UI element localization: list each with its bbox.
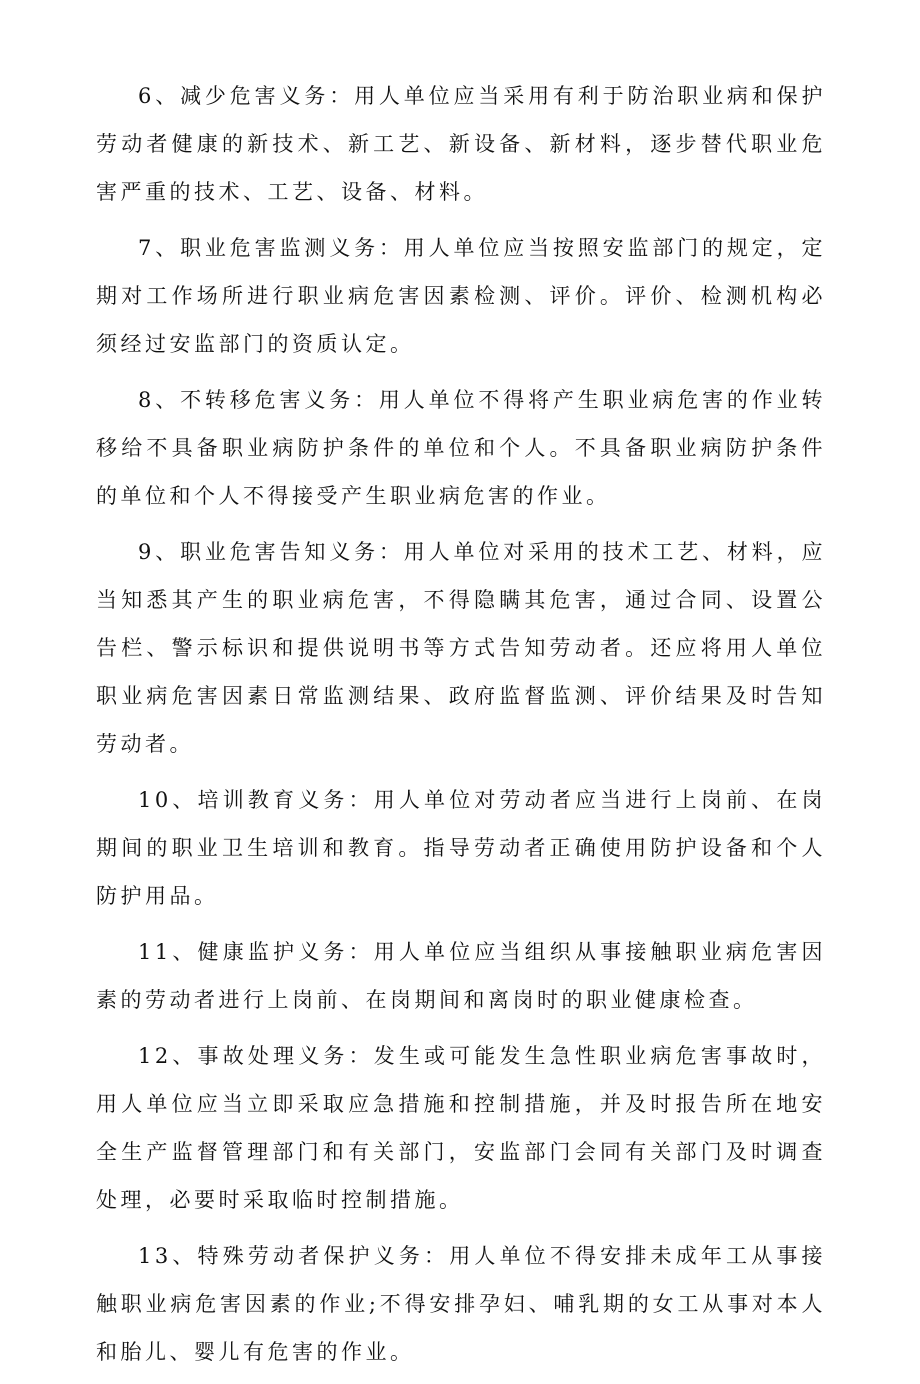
paragraph-13-special-protection: 13、特殊劳动者保护义务：用人单位不得安排未成年工从事接触职业病危害因素的作业;不得安排孕妇、哺乳期的女工从事对本人和胎儿、婴儿有危害的作业。 xyxy=(96,1244,826,1364)
paragraph-8-no-transfer: 8、不转移危害义务：用人单位不得将产生职业病危害的作业转移给不具备职业病防护条件的单位和个人。不具备职业病防护条件的单位和个人不得接受产生职业病危害的作业。 xyxy=(96,388,826,508)
paragraph-7-hazard-monitoring: 7、职业危害监测义务：用人单位应当按照安监部门的规定，定期对工作场所进行职业病危害因素检测、评价。评价、检测机构必须经过安监部门的资质认定。 xyxy=(96,236,826,356)
paragraph-9-hazard-notification: 9、职业危害告知义务：用人单位对采用的技术工艺、材料，应当知悉其产生的职业病危害，不得隐瞒其危害，通过合同、设置公告栏、警示标识和提供说明书等方式告知劳动者。还应将用人单位职业病危害因素日常监测结果、政府监督监测、评价结果及时告知劳动者。 xyxy=(96,540,826,756)
paragraph-10-training: 10、培训教育义务：用人单位对劳动者应当进行上岗前、在岗期间的职业卫生培训和教育。指导劳动者正确使用防护设备和个人防护用品。 xyxy=(96,788,826,908)
paragraph-11-health-monitoring: 11、健康监护义务：用人单位应当组织从事接触职业病危害因素的劳动者进行上岗前、在岗期间和离岗时的职业健康检查。 xyxy=(96,940,826,1012)
paragraph-6-reduce-hazard: 6、减少危害义务：用人单位应当采用有利于防治职业病和保护劳动者健康的新技术、新工艺、新设备、新材料，逐步替代职业危害严重的技术、工艺、设备、材料。 xyxy=(96,84,826,204)
paragraph-12-accident-handling: 12、事故处理义务：发生或可能发生急性职业病危害事故时，用人单位应当立即采取应急措施和控制措施，并及时报告所在地安全生产监督管理部门和有关部门，安监部门会同有关部门及时调查处理，必要时采取临时控制措施。 xyxy=(96,1044,826,1212)
document-body xyxy=(96,72,826,1384)
